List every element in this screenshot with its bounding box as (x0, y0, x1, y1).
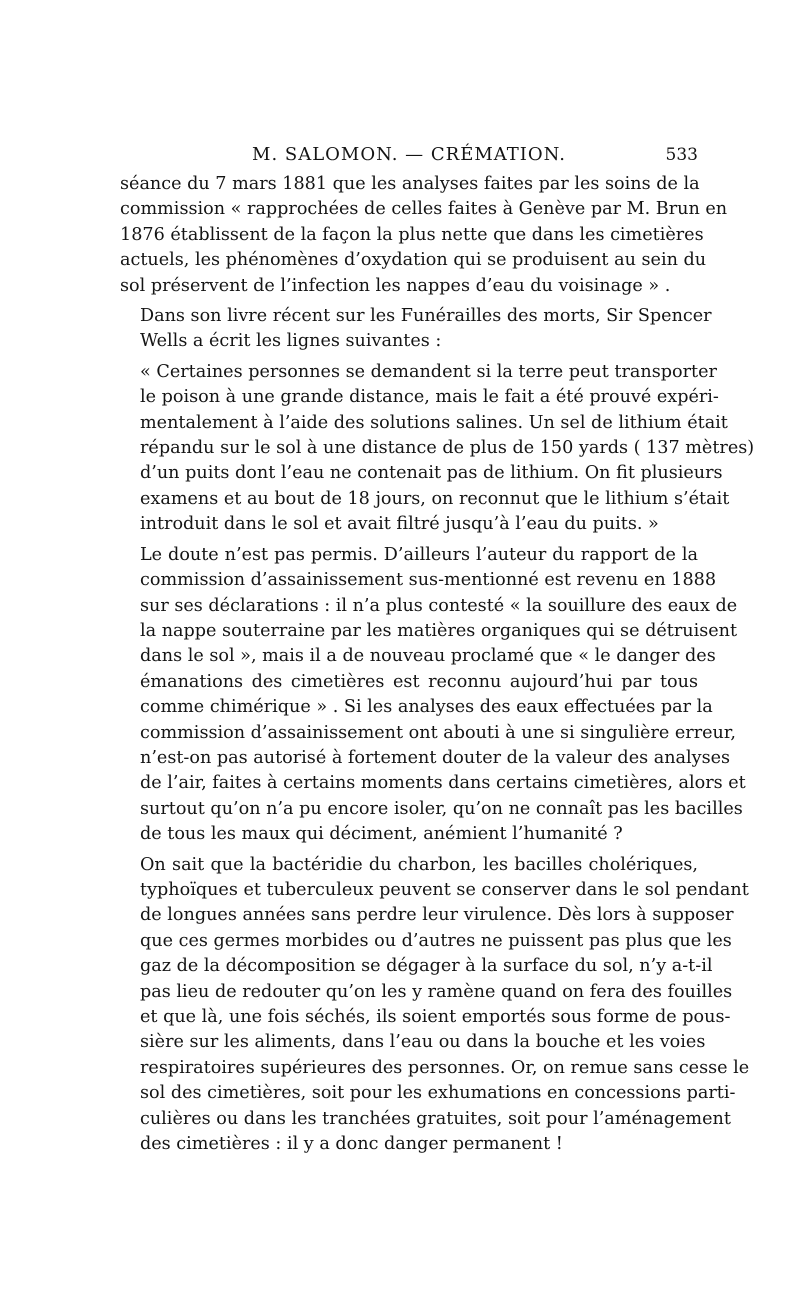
text-line: commission d’assainissement sus-mentionné est revenu en 1888 (140, 570, 717, 591)
text-line: de longues années sans perdre leur virulence. Dès lors à supposer (140, 905, 734, 926)
text-line: et que là, une fois séchés, ils soient emportés sous forme de pous- (140, 1007, 731, 1027)
text-line: Dans son livre récent sur les Funérailles des morts, Sir Spencer (140, 306, 712, 327)
text-line: Le doute n’est pas permis. D’ailleurs l’auteur du rapport de la (140, 544, 698, 565)
text-line: la nappe souterraine par les matières organiques qui se détruisent (140, 620, 738, 641)
text-line: dans le sol », mais il a de nouveau proclamé que « le danger des (140, 646, 716, 667)
text-line: le poison à une grande distance, mais le fait a été prouvé expéri- (140, 387, 719, 408)
text-line: examens et au bout de 18 jours, on reconnut que le lithium s’était (140, 488, 730, 509)
paragraph (120, 853, 750, 1158)
text-line: répandu sur le sol à une distance de plus de 150 yards ( 137 mètres) (140, 438, 755, 459)
text-line: mentalement à l’aide des solutions salines. Un sel de lithium était (140, 412, 728, 433)
text-line: introduit dans le sol et avait filtré jusqu’à l’eau du puits. » (140, 514, 659, 535)
paragraph (120, 360, 755, 538)
text-line: sière sur les aliments, dans l’eau ou dans la bouche et les voies (140, 1032, 706, 1053)
text-line: de tous les maux qui déciment, anémient l’humanité ? (140, 824, 623, 845)
text-line: séance du 7 mars 1881 que les analyses faites par les soins de la (120, 174, 700, 194)
text-line: sol des cimetières, soit pour les exhumations en concessions parti- (140, 1083, 736, 1104)
running-head: M. SALOMON. — CRÉMATION. (252, 144, 566, 165)
text-line: gaz de la décomposition se dégager à la surface du sol, n’y a-t-il (140, 956, 713, 977)
text-line: commission d’assainissement ont abouti à une si singulière erreur, (140, 722, 736, 743)
text-line: On sait que la bactéridie du charbon, les bacilles cholériques, (140, 854, 698, 875)
page-header (120, 142, 698, 174)
text-line: culières ou dans les tranchées gratuites, soit pour l’aménagement (140, 1108, 731, 1129)
text-line: « Certaines personnes se demandent si la terre peut transporter (140, 361, 717, 382)
text-line: n’est-on pas autorisé à fortement douter de la valeur des analyses (140, 747, 731, 768)
paragraph (120, 304, 712, 355)
text-line: de l’air, faites à certains moments dans certains cimetières, alors et (140, 773, 746, 794)
page-number: 533 (665, 145, 698, 165)
text-line: actuels, les phénomènes d’oxydation qui se produisent au sein du (120, 250, 707, 271)
text-line: émanations des cimetières est reconnu aujourd’hui par tous (140, 671, 698, 692)
text-line: sol préservent de l’infection les nappes d’eau du voisinage » . (120, 275, 671, 296)
text-line: commission « rapprochées de celles faites à Genève par M. Brun en (120, 199, 728, 220)
paragraph (120, 543, 746, 848)
text-line: pas lieu de redouter qu’on les y ramène quand on fera des fouilles (140, 981, 733, 1002)
text-line: Wells a écrit les lignes suivantes : (140, 331, 442, 352)
text-line: comme chimérique » . Si les analyses des eaux effectuées par la (140, 697, 713, 718)
text-line: que ces germes morbides ou d’autres ne puissent pas plus que les (140, 930, 732, 951)
text-line: d’un puits dont l’eau ne contenait pas de lithium. On fit plusieurs (140, 463, 723, 484)
text-line: sur ses déclarations : il n’a plus contesté « la souillure des eaux de (140, 595, 738, 616)
body-text (120, 172, 755, 1157)
text-line: respiratoires supérieures des personnes. Or, on remue sans cesse le (140, 1057, 750, 1078)
paragraph (120, 172, 728, 299)
text-line: 1876 établissent de la façon la plus nette que dans les cimetières (120, 224, 704, 245)
text-line: surtout qu’on n’a pu encore isoler, qu’on ne connaît pas les bacilles (140, 798, 743, 819)
text-line: typhoïques et tuberculeux peuvent se conserver dans le sol pendant (140, 879, 749, 900)
text-line: des cimetières : il y a donc danger permanent ! (140, 1134, 563, 1155)
